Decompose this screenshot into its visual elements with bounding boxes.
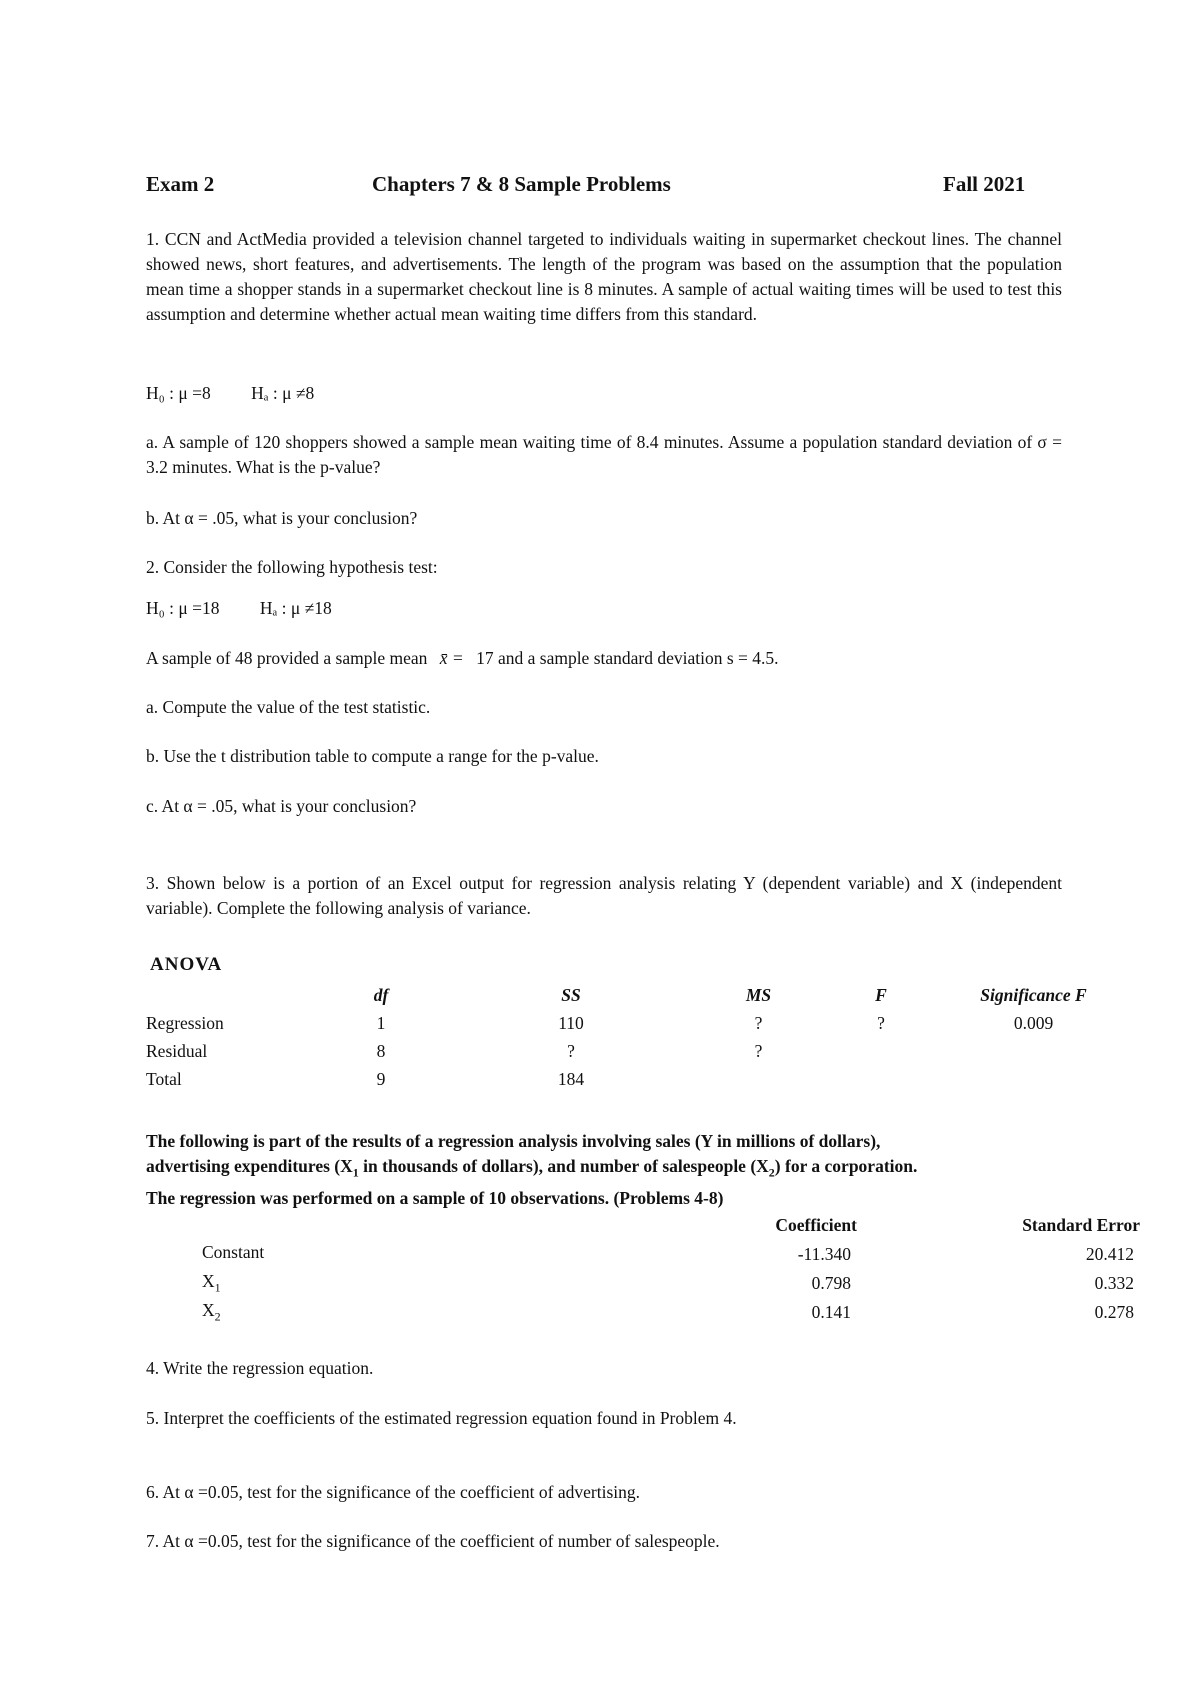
intro-text: in thousands of dollars), and number of salespeople (X (358, 1156, 769, 1176)
coef-name-cell (202, 1269, 502, 1298)
regression-intro-line-2 (146, 1154, 1076, 1186)
question-5: 5. Interpret the coefficients of the estimated regression equation found in Problem 4. (146, 1408, 737, 1428)
anova-cell: 184 (557, 1068, 585, 1089)
anova-cell: 9 (376, 1068, 386, 1089)
question-2a: a. Compute the value of the test statistic. (146, 697, 431, 717)
coef-row-x1 (146, 1269, 1140, 1298)
anova-cell: ? (754, 1040, 763, 1061)
anova-row-regression (146, 1009, 1146, 1037)
anova-cell: ? (567, 1040, 575, 1061)
anova-cell (841, 1065, 921, 1093)
coef-value-cell: 0.798 (811, 1273, 851, 1293)
question-2-intro: 2. Consider the following hypothesis test: (146, 557, 438, 577)
anova-cell: ? (754, 1012, 763, 1033)
coef-name-cell (202, 1240, 502, 1269)
subscript: 1 (352, 1165, 359, 1180)
sample-mean-symbol: x̄ = (439, 648, 464, 668)
question-1-text: 1. CCN and ActMedia provided a television channel targeted to individuals waiting in supermarket checkout lines. The channel showed news, short features, and advertisements. The length of the program was based on the assumption that the population mean time a shopper stands in a supermarket checkout line is 8 minutes. A sample of actual waiting times will be used to test this assumption and determine whether actual mean waiting time differs from this standard. (146, 229, 1062, 324)
coef-name: X (202, 1300, 215, 1321)
subscript: 2 (214, 1309, 221, 1324)
regression-intro (146, 1129, 1076, 1211)
anova-header-cell: df (373, 984, 389, 1005)
coef-header-row (146, 1211, 1140, 1240)
intro-text: ) for a corporation. (774, 1156, 918, 1176)
anova-header-cell: MS (745, 984, 772, 1005)
anova-cell: 8 (376, 1040, 386, 1061)
intro-text: advertising expenditures (X (146, 1156, 353, 1176)
anova-cell: Total (146, 1068, 182, 1089)
anova-cell: ? (877, 1012, 885, 1033)
regression-intro-line-1: The following is part of the results of a regression analysis involving sales (Y in millions of dollars), (146, 1131, 881, 1151)
se-value-cell: 20.412 (1085, 1244, 1134, 1264)
anova-cell: 110 (558, 1012, 584, 1033)
question-7: 7. At α =0.05, test for the significance of the coefficient of number of salespeople. (146, 1531, 720, 1551)
question-2-sample (146, 648, 779, 669)
page-title: Chapters 7 & 8 Sample Problems (372, 172, 671, 196)
anova-cell: Residual (146, 1040, 208, 1061)
sample-text-post: 17 and a sample standard deviation s = 4.5. (476, 648, 779, 668)
sample-text-pre: A sample of 48 provided a sample mean (146, 648, 428, 668)
anova-title: ANOVA (150, 954, 223, 975)
se-value-cell: 0.278 (1094, 1302, 1134, 1322)
null-hypothesis: H₀ : μ =8 (146, 383, 211, 403)
coef-name-cell (202, 1298, 502, 1327)
coef-header-cell: Coefficient (775, 1215, 857, 1235)
term-label: Fall 2021 (943, 172, 1026, 196)
se-value-cell: 0.332 (1094, 1273, 1134, 1293)
coef-value-cell: 0.141 (811, 1302, 851, 1322)
anova-cell: 1 (376, 1012, 386, 1033)
coef-name: X (202, 1271, 215, 1292)
question-6: 6. At α =0.05, test for the significance of the coefficient of advertising. (146, 1482, 640, 1502)
anova-cell (676, 1065, 841, 1093)
subscript: 1 (214, 1280, 221, 1295)
anova-cell (841, 1037, 921, 1065)
anova-header-row (146, 981, 1146, 1009)
anova-header-cell: SS (561, 984, 581, 1005)
anova-cell (921, 1065, 1146, 1093)
question-1b: b. At α = .05, what is your conclusion? (146, 508, 418, 528)
anova-header-cell (146, 981, 296, 1009)
coef-row-x2 (146, 1298, 1140, 1327)
subscript: 2 (768, 1165, 775, 1180)
anova-row-residual (146, 1037, 1146, 1065)
coef-header-cell (202, 1211, 502, 1240)
anova-cell (921, 1037, 1146, 1065)
exam-label: Exam 2 (146, 172, 215, 196)
question-1a: a. A sample of 120 shoppers showed a sample mean waiting time of 8.4 minutes. Assume a population standard deviation of σ = 3.2 minutes. What is the p-value? (146, 432, 1062, 477)
anova-cell: 0.009 (1013, 1012, 1054, 1033)
question-4: 4. Write the regression equation. (146, 1358, 374, 1378)
anova-header-cell: F (875, 984, 887, 1005)
regression-intro-line-3: The regression was performed on a sample of 10 observations. (Problems 4-8) (146, 1187, 724, 1208)
anova-header-cell: Significance F (980, 984, 1087, 1005)
anova-cell: Regression (146, 1012, 224, 1033)
alt-hypothesis: Hₐ : μ ≠18 (259, 598, 332, 618)
anova-table (146, 981, 1146, 1093)
alt-hypothesis: Hₐ : μ ≠8 (251, 383, 315, 403)
question-2b: b. Use the t distribution table to compute a range for the p-value. (146, 746, 599, 766)
question-3-text: 3. Shown below is a portion of an Excel output for regression analysis relating Y (dependent variable) and X (independent variable). Complete the following analysis of variance. (146, 873, 1062, 918)
anova-row-total (146, 1065, 1146, 1093)
coef-row-constant (146, 1240, 1140, 1269)
null-hypothesis: H₀ : μ =18 (146, 598, 220, 618)
coef-name: Constant (202, 1242, 265, 1263)
coef-header-cell: Standard Error (1022, 1215, 1140, 1235)
question-2-hypotheses (146, 598, 332, 619)
question-1-hypotheses (146, 383, 314, 404)
coefficient-table (146, 1211, 1140, 1327)
question-2c: c. At α = .05, what is your conclusion? (146, 796, 417, 816)
coef-value-cell: -11.340 (797, 1244, 851, 1264)
